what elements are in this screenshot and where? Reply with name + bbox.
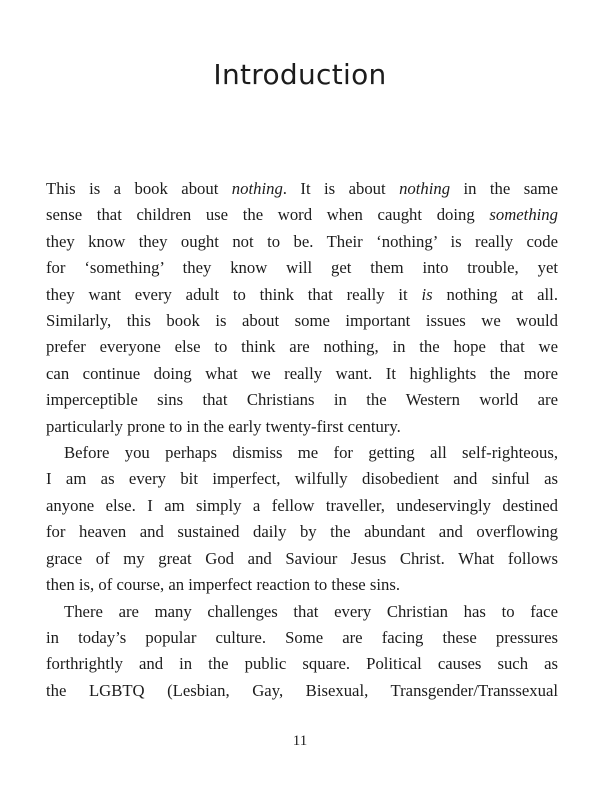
text-segment: then is, of course, an imperfect reaction to these sins. [46,575,401,595]
text-line [46,678,558,704]
text-line [46,599,558,625]
text-segment: the LGBTQ (Lesbian, Gay, Bisexual, Transgender/Transsexual [46,680,558,700]
text-line [46,282,558,308]
text-line [46,229,558,255]
text-segment: in today’s popular culture. Some are facing these pressures [46,627,558,647]
text-segment: There are many challenges that every Christian has to face [64,601,558,621]
text-segment: sense that children use the word when caught doing [46,205,490,225]
text-line [46,625,558,651]
text-segment: for ‘something’ they know will get them into trouble, yet [46,258,558,278]
text-line [46,387,558,413]
body-text [46,176,558,704]
text-segment: can continue doing what we really want. It highlights the more [46,363,558,383]
text-segment: This is a book about [46,179,232,198]
italic-text-segment: nothing [399,179,451,198]
text-segment: particularly prone to in the early twenty-first century. [46,416,401,436]
text-segment: imperceptible sins that Christians in the Western world are [46,390,558,410]
chapter-title: Introduction [213,58,387,91]
italic-text-segment: nothing [231,179,283,198]
text-line [46,255,558,281]
text-line [46,176,558,202]
italic-text-segment: is [421,284,433,304]
text-line [46,334,558,360]
text-segment: prefer everyone else to think are nothing, in the hope that we [46,337,558,357]
text-segment: for heaven and sustained daily by the abundant and overflowing [46,522,558,542]
text-line [46,414,558,440]
text-line [46,440,558,466]
text-segment: in the same [450,179,558,198]
text-segment: forthrightly and in the public square. Political causes such as [46,654,558,674]
text-segment: Similarly, this book is about some important issues we would [46,311,558,331]
text-line [46,651,558,677]
text-segment: I am as every bit imperfect, wilfully disobedient and sinful as [46,469,558,489]
text-segment: anyone else. I am simply a fellow traveller, undeservingly destined [46,495,558,515]
text-segment: nothing at all. [432,284,558,304]
text-line [46,466,558,492]
text-segment: they want every adult to think that really it [46,284,422,304]
text-segment: grace of my great God and Saviour Jesus Christ. What follows [46,548,558,568]
text-line [46,493,558,519]
text-line [46,361,558,387]
text-segment: . It is about [282,179,400,198]
text-line [46,519,558,545]
text-line [46,202,558,228]
text-line [46,308,558,334]
text-line [46,546,558,572]
text-segment: they know they ought not to be. Their ‘nothing’ is really code [46,231,558,251]
text-line [46,572,558,598]
page-number: 11 [292,733,308,749]
italic-text-segment: something [489,205,558,225]
text-segment: Before you perhaps dismiss me for getting all self-righteous, [64,443,558,463]
